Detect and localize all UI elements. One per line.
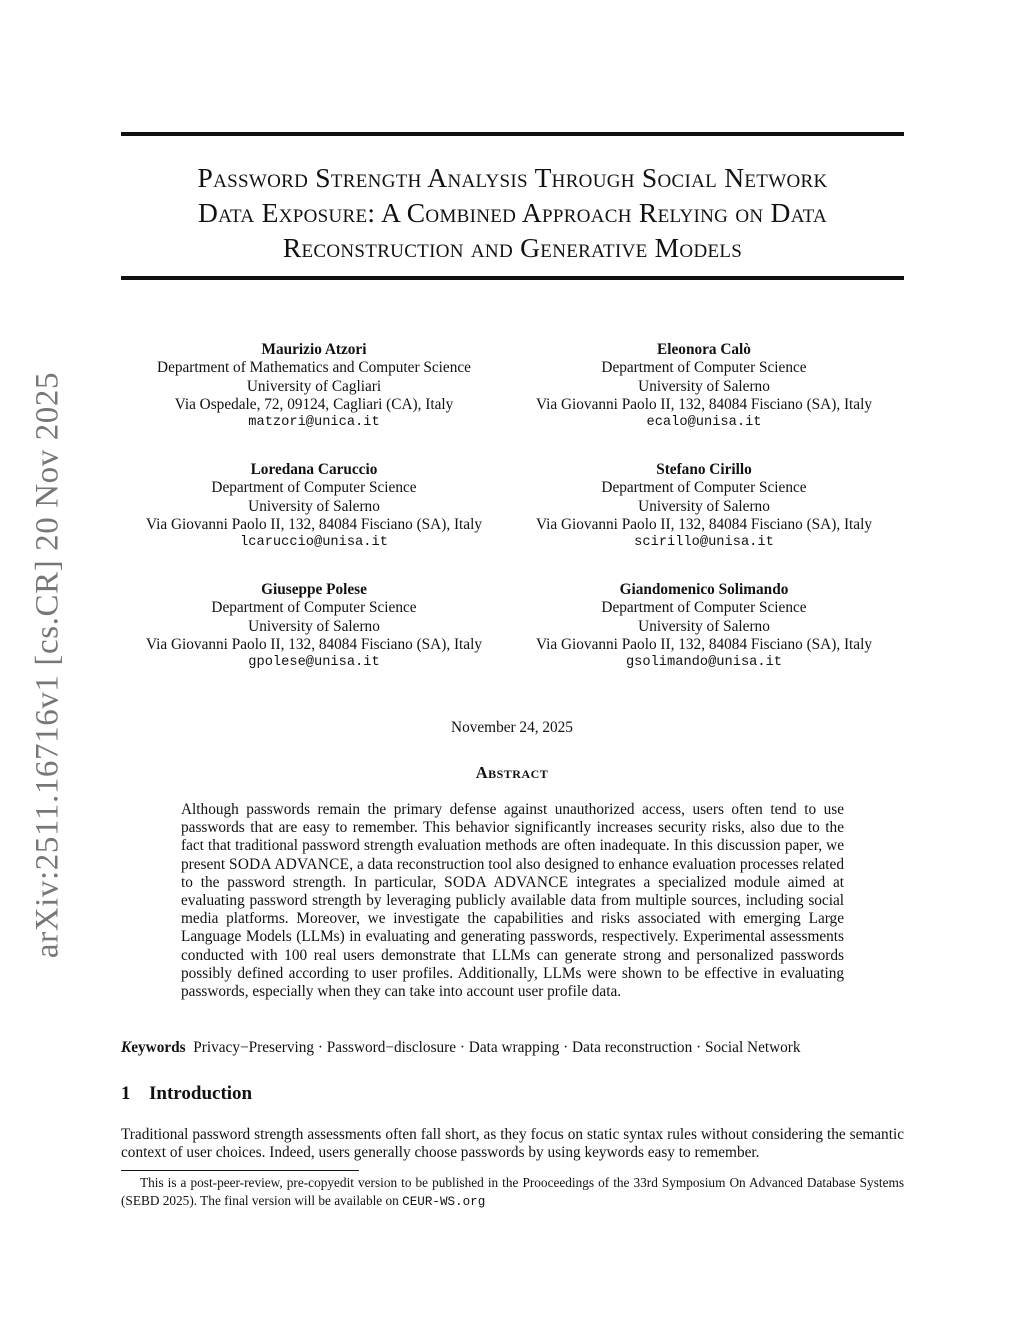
paper-title: [121, 160, 904, 265]
author-address: Via Giovanni Paolo II, 132, 84084 Fisciano (SA), Italy: [536, 395, 872, 413]
author-email[interactable]: gpolese@unisa.it: [248, 655, 380, 671]
abstract-text: integrates a specialized module aimed at evaluating password strength by leveraging publicly available data from multiple sources, including social media platforms. Moreover, we investigate the capabilities and risks associated with emerging Large Language Models (LLMs) in evaluating and generating passwords, respectively. Experimental assessments conducted with 100 real users demonstrate that LLMs can generate strong and personalized passwords possibly defined according to user profiles. Additionally, LLMs were shown to be effective in evaluating passwords, especially when they can take into account user profile data.: [181, 873, 844, 1001]
abstract-body: [181, 801, 844, 1001]
author-block: [504, 461, 904, 552]
author-email[interactable]: matzori@unica.it: [248, 415, 380, 431]
keywords-label-rest: eywords: [131, 1039, 186, 1056]
tool-name: SODA ADVANCE: [444, 873, 569, 891]
author-email[interactable]: scirillo@unisa.it: [634, 535, 774, 551]
author-university: University of Salerno: [638, 377, 770, 395]
author-name: Giuseppe Polese: [261, 581, 367, 598]
author-address: Via Giovanni Paolo II, 132, 84084 Fisciano (SA), Italy: [146, 635, 482, 653]
title-top-rule: [121, 132, 904, 136]
section-title: Introduction: [149, 1083, 253, 1104]
abstract-text: Although passwords remain the primary defense against unauthorized access, users often tend to use passwords that are easy to remember. This behavior significantly increases security risks, also due to the fact that traditional password strength evaluation methods are often inadequate. In this discussion paper, we present: [181, 801, 844, 873]
author-department: Department of Computer Science: [601, 479, 807, 497]
author-university: University of Salerno: [638, 617, 770, 635]
author-name: Stefano Cirillo: [656, 461, 752, 478]
author-name: Loredana Caruccio: [250, 461, 378, 478]
keywords-list: Privacy−Preserving · Password−disclosure · Data wrapping · Data reconstruction · Social Network: [193, 1039, 801, 1056]
author-email[interactable]: ecalo@unisa.it: [646, 415, 762, 431]
author-department: Department of Computer Science: [601, 359, 807, 377]
title-bottom-rule: [121, 276, 904, 280]
author-department: Department of Computer Science: [601, 599, 807, 617]
footnote-link[interactable]: CEUR-WS.org: [402, 1194, 486, 1209]
author-university: University of Salerno: [638, 497, 770, 515]
keywords-label-initial: K: [121, 1039, 132, 1056]
author-address: Via Giovanni Paolo II, 132, 84084 Fisciano (SA), Italy: [536, 635, 872, 653]
author-department: Department of Mathematics and Computer Science: [157, 359, 471, 377]
author-department: Department of Computer Science: [211, 479, 417, 497]
author-department: Department of Computer Science: [211, 599, 417, 617]
author-name: Eleonora Calò: [657, 341, 751, 358]
author-name: Giandomenico Solimando: [619, 581, 789, 598]
author-block: [114, 581, 514, 672]
footnote-text: This is a post-peer-review, pre-copyedit version to be published in the Prooceedings of the 33rd Symposium On Advanced Database Systems (SEBD 2025). The final version will be available on: [121, 1175, 904, 1208]
title-line: Reconstruction and Generative Models: [282, 232, 743, 263]
paper-date: November 24, 2025: [451, 719, 573, 736]
author-name: Maurizio Atzori: [261, 341, 367, 358]
title-line: Password Strength Analysis Through Social Network: [197, 162, 828, 193]
author-email[interactable]: lcaruccio@unisa.it: [240, 535, 388, 551]
arxiv-identifier-text: arXiv:2511.16716v1 [cs.CR] 20 Nov 2025: [29, 371, 66, 959]
section-number: 1: [121, 1083, 131, 1104]
author-address: Via Giovanni Paolo II, 132, 84084 Fisciano (SA), Italy: [536, 515, 872, 533]
author-address: Via Giovanni Paolo II, 132, 84084 Fisciano (SA), Italy: [146, 515, 482, 533]
author-university: University of Cagliari: [246, 377, 382, 395]
author-address: Via Ospedale, 72, 09124, Cagliari (CA), Italy: [174, 395, 454, 413]
keywords: [121, 1039, 904, 1057]
introduction-paragraph: Traditional password strength assessments often fall short, as they focus on static syntax rules without considering the semantic context of user choices. Indeed, users generally choose passwords by using keywords easy to remember.: [121, 1126, 904, 1162]
abstract-text: , a data reconstruction tool also designed to enhance evaluation processes related to the password strength. In particular,: [181, 855, 844, 891]
title-line: Data Exposure: A Combined Approach Relying on Data: [197, 197, 828, 228]
author-university: University of Salerno: [248, 497, 380, 515]
author-email[interactable]: gsolimando@unisa.it: [625, 655, 783, 671]
author-block: [504, 581, 904, 672]
footnote-rule: [121, 1170, 359, 1171]
author-university: University of Salerno: [248, 617, 380, 635]
author-block: [114, 341, 514, 432]
author-block: [504, 341, 904, 432]
tool-name: SODA ADVANCE: [229, 855, 350, 873]
author-block: [114, 461, 514, 552]
abstract-heading: Abstract: [475, 763, 549, 782]
section-heading: [121, 1083, 252, 1105]
footnote: [121, 1174, 904, 1211]
keywords-label: [121, 1039, 186, 1056]
